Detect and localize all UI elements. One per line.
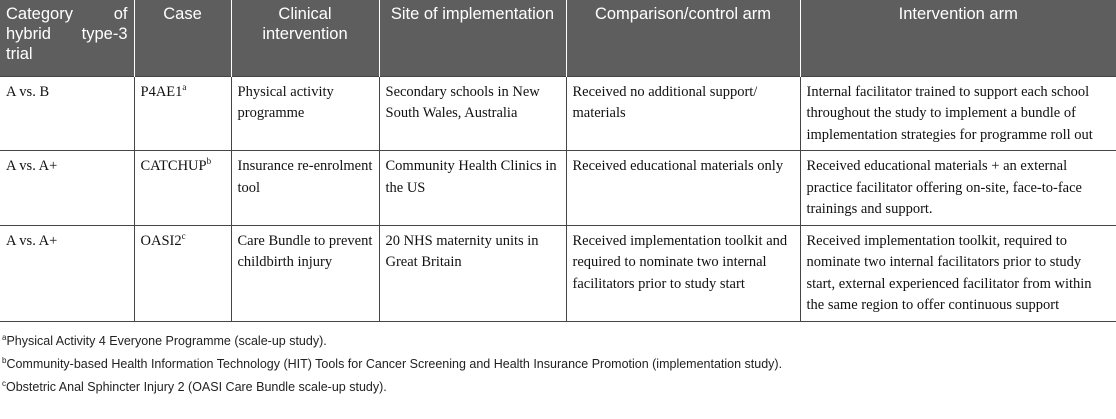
cell-case — [134, 76, 231, 151]
header-case: Case — [134, 0, 231, 76]
footnote-text: Obstetric Anal Sphincter Injury 2 (OASI Care Bundle scale-up study). — [6, 379, 387, 394]
cell-site: Secondary schools in New South Wales, Australia — [379, 76, 566, 151]
table-header-row — [0, 0, 1116, 76]
footnote-mark: b — [206, 156, 212, 167]
footnote-mark: a — [182, 81, 187, 92]
cell-clinical-intervention: Physical activity programme — [231, 76, 379, 151]
cell-category: A vs. B — [0, 76, 134, 151]
header-control-arm: Comparison/control arm — [566, 0, 800, 76]
cell-site: 20 NHS maternity units in Great Britain — [379, 225, 566, 321]
footnotes — [0, 330, 1116, 399]
cell-clinical-intervention: Insurance re-enrolment tool — [231, 151, 379, 226]
case-name: CATCHUP — [140, 158, 207, 174]
cell-category: A vs. A+ — [0, 151, 134, 226]
cell-clinical-intervention: Care Bundle to prevent childbirth injury — [231, 225, 379, 321]
footnote-item — [2, 330, 1116, 353]
cell-intervention-arm: Internal facilitator trained to support each school throughout the study to implement a bundle of implementation strategies for programme roll out — [800, 76, 1116, 151]
cell-control-arm: Received no additional support/ materials — [566, 76, 800, 151]
footnote-mark: a — [2, 332, 7, 342]
footnote-item — [2, 376, 1116, 399]
cell-control-arm: Received implementation toolkit and required to nominate two internal facilitators prior to study start — [566, 225, 800, 321]
header-intervention-arm: Intervention arm — [800, 0, 1116, 76]
footnote-mark: c — [2, 378, 6, 388]
cell-category: A vs. A+ — [0, 225, 134, 321]
footnote-mark: b — [2, 355, 7, 365]
cell-intervention-arm: Received implementation toolkit, required to nominate two internal facilitators prior to study start, external experienced facilitator from within the same region to offer continuous support — [800, 225, 1116, 321]
cell-case — [134, 151, 231, 226]
table-row — [0, 76, 1116, 151]
footnote-item — [2, 353, 1116, 376]
footnote-mark: c — [181, 230, 186, 241]
cell-site: Community Health Clinics in the US — [379, 151, 566, 226]
table-row — [0, 225, 1116, 321]
cell-control-arm: Received educational materials only — [566, 151, 800, 226]
footnote-text: Community-based Health Information Technology (HIT) Tools for Cancer Screening and Health Insurance Promotion (implementation study). — [6, 356, 783, 371]
case-name: P4AE1 — [140, 83, 183, 100]
header-site: Site of implementation — [379, 0, 566, 76]
case-name: OASI2 — [140, 232, 182, 249]
footnote-text: Physical Activity 4 Everyone Programme (scale-up study). — [6, 333, 327, 348]
header-category: Category of hybrid type-3 trial — [6, 5, 128, 63]
cell-intervention-arm: Received educational materials + an external practice facilitator offering on-site, face-to-face trainings and support. — [800, 151, 1116, 226]
table-row — [0, 151, 1116, 226]
header-clinical-intervention: Clinical intervention — [231, 0, 379, 76]
cell-case — [134, 225, 231, 321]
